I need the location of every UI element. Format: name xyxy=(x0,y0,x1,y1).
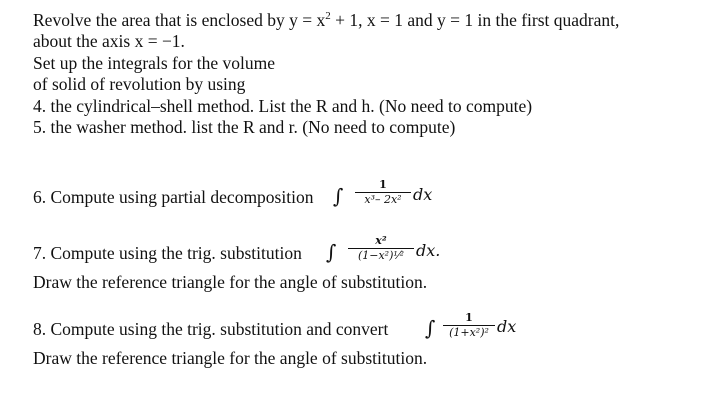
problem-8-fraction xyxy=(443,312,495,339)
problem-7-fraction xyxy=(348,235,414,262)
problem-8-text: 8. Compute using the trig. substitution and convert xyxy=(33,319,389,339)
exponent-2: 2 xyxy=(325,10,331,22)
problem-7-text: 7. Compute using the trig. substitution xyxy=(33,243,302,263)
revolve-line-1 xyxy=(33,10,619,31)
problem-7-denominator: (1−x²)¹⁄² xyxy=(357,249,405,262)
revolve-line-4: of solid of revolution by using xyxy=(33,74,246,94)
problem-8-numerator: 1 xyxy=(465,311,473,324)
problem-6-text: 6. Compute using partial decomposition xyxy=(33,187,314,207)
integral-sign: ∫ xyxy=(333,184,344,208)
document-page xyxy=(33,0,703,400)
item-4-cylindrical-shell: 4. the cylindrical–shell method. List the R and h. (No need to compute) xyxy=(33,96,533,116)
problem-8-integral xyxy=(425,310,535,350)
revolve-line-3: Set up the integrals for the volume xyxy=(33,53,276,73)
problem-6-fraction xyxy=(355,179,411,206)
problem-8-note: Draw the reference triangle for the angle of substitution. xyxy=(33,348,428,368)
problem-6-dx: dx xyxy=(413,185,433,204)
integral-sign: ∫ xyxy=(326,240,337,264)
problem-6-numerator: 1 xyxy=(379,178,387,191)
problem-7-numerator: x² xyxy=(375,234,387,247)
problem-7-integral xyxy=(326,232,456,272)
problem-8-dx: dx xyxy=(497,317,517,336)
revolve-line-1-part-a: Revolve the area that is enclosed by y = x xyxy=(33,10,326,30)
problem-7-note: Draw the reference triangle for the angle of substitution. xyxy=(33,272,428,292)
integral-sign: ∫ xyxy=(425,316,436,340)
problem-7-dx: dx. xyxy=(416,241,441,260)
revolve-line-2: about the axis x = −1. xyxy=(33,31,185,51)
revolve-line-1-part-b: + 1, x = 1 and y = 1 in the first quadrant, xyxy=(330,10,620,30)
problem-6-integral xyxy=(333,176,453,216)
problem-6-denominator: x³– 2x² xyxy=(364,193,402,206)
item-5-washer: 5. the washer method. list the R and r. (No need to compute) xyxy=(33,117,456,137)
problem-8-denominator: (1+x²)² xyxy=(449,326,489,339)
